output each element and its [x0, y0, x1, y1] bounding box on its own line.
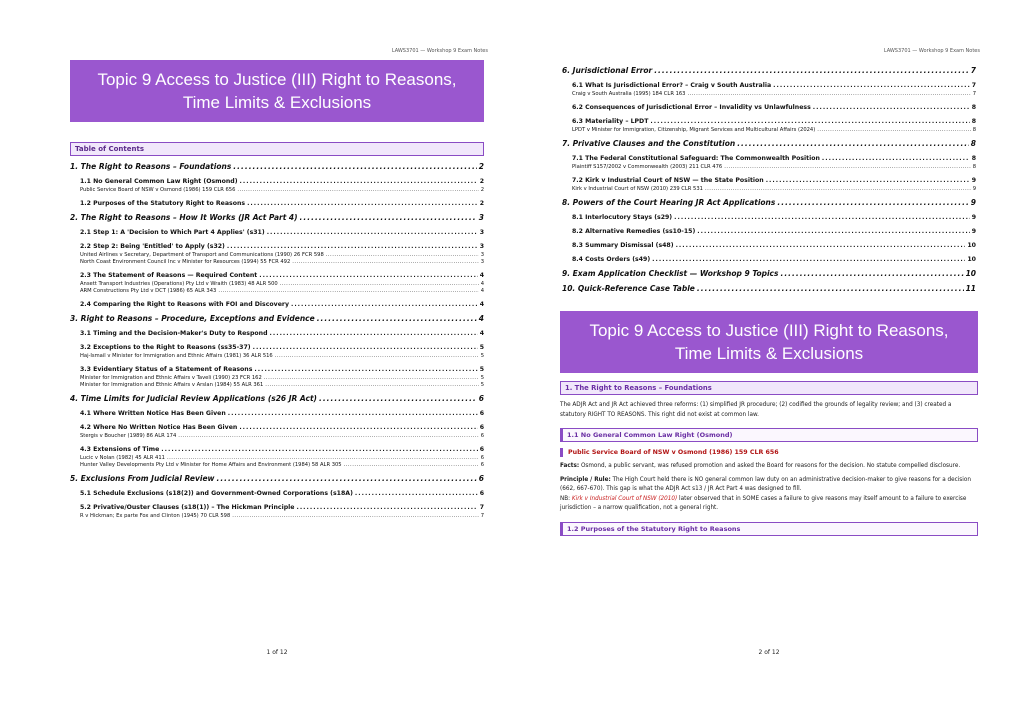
toc-entry-page: 5	[479, 366, 484, 373]
toc-leader-dots	[326, 252, 479, 258]
toc-entry[interactable]	[572, 127, 976, 133]
title-line-1: Topic 9 Access to Justice (III) Right to Reasons,	[97, 70, 457, 89]
principle-paragraph	[560, 476, 978, 514]
toc-entry-page: 4	[479, 330, 484, 337]
toc-entry-page: 10	[965, 269, 976, 278]
table-of-contents-continued	[554, 66, 984, 293]
toc-entry-title: Plaintiff S157/2002 v Commonwealth (2003) 211 CLR 476	[572, 164, 723, 170]
toc-leader-dots	[773, 82, 970, 89]
toc-entry[interactable]	[572, 186, 976, 192]
toc-entry-page: 3	[480, 259, 484, 265]
toc-entry-page: 11	[965, 284, 976, 293]
toc-entry-page: 4	[479, 301, 484, 308]
toc-entry-page: 4	[479, 272, 484, 279]
toc-leader-dots	[777, 198, 968, 207]
toc-entry-title: 4. Time Limits for Judicial Review Applications (s26 JR Act)	[70, 394, 317, 403]
toc-entry[interactable]	[562, 269, 976, 278]
toc-entry-page: 7	[480, 513, 484, 519]
toc-entry[interactable]	[80, 229, 484, 236]
toc-entry-page: 7	[971, 82, 976, 89]
toc-leader-dots	[216, 474, 476, 483]
toc-leader-dots	[813, 104, 970, 111]
toc-leader-dots	[267, 229, 478, 236]
page-number: 1 of 12	[266, 649, 288, 656]
document-page-2	[554, 46, 984, 676]
toc-entry-title: 7.2 Kirk v Industrial Court of NSW — the State Position	[572, 177, 764, 184]
toc-entry[interactable]	[70, 162, 484, 171]
toc-leader-dots	[239, 424, 477, 431]
toc-entry-page: 7	[972, 91, 976, 97]
toc-entry-title: Minister for Immigration and Ethnic Affairs v Arslan (1984) 55 ALR 361	[80, 382, 264, 388]
toc-leader-dots	[292, 259, 478, 265]
toc-entry-page: 5	[480, 382, 484, 388]
toc-entry-title: 3. Right to Reasons – Procedure, Exceptions and Evidence	[70, 314, 315, 323]
toc-leader-dots	[650, 118, 969, 125]
toc-leader-dots	[254, 366, 477, 373]
title-banner	[70, 60, 484, 122]
toc-leader-dots	[780, 269, 963, 278]
toc-entry-title: 2.4 Comparing the Right to Reasons with FOI and Discovery	[80, 301, 289, 308]
toc-leader-dots	[674, 214, 970, 221]
toc-entry-page: 3	[479, 243, 484, 250]
toc-entry-page: 3	[479, 229, 484, 236]
page-header: LAWS3701 — Workshop 9 Exam Notes	[391, 48, 488, 54]
toc-entry-page: 4	[480, 281, 484, 287]
toc-leader-dots	[259, 272, 477, 279]
toc-entry-title: 8.3 Summary Dismissal (s48)	[572, 242, 674, 249]
toc-leader-dots	[687, 91, 970, 97]
toc-leader-dots	[705, 186, 971, 192]
toc-entry[interactable]	[70, 314, 484, 323]
toc-entry[interactable]	[80, 366, 484, 373]
toc-leader-dots	[676, 242, 966, 249]
toc-entry[interactable]	[80, 330, 484, 337]
toc-entry-title: Lucic v Nolan (1982) 45 ALR 411	[80, 455, 165, 461]
toc-entry[interactable]	[80, 259, 484, 265]
toc-entry-title: 1.1 No General Common Law Right (Osmond)	[80, 178, 238, 185]
toc-leader-dots	[766, 177, 970, 184]
toc-entry-page: 6	[480, 462, 484, 468]
toc-entry-page: 6	[480, 455, 484, 461]
toc-entry-title: 2.3 The Statement of Reasons — Required Content	[80, 272, 258, 279]
toc-entry[interactable]	[70, 213, 484, 222]
toc-entry[interactable]	[572, 214, 976, 221]
toc-entry-page: 7	[479, 504, 484, 511]
toc-entry-page: 9	[971, 214, 976, 221]
toc-leader-dots	[264, 375, 479, 381]
toc-entry-page: 9	[972, 186, 976, 192]
toc-leader-dots	[178, 433, 478, 439]
toc-entry[interactable]	[80, 344, 484, 351]
toc-leader-dots	[300, 213, 477, 222]
toc-entry[interactable]	[80, 281, 484, 287]
toc-leader-dots	[247, 200, 478, 207]
nb-case: Kirk v Industrial Court of NSW (2010)	[571, 495, 678, 502]
toc-entry-title: 4.1 Where Written Notice Has Been Given	[80, 410, 226, 417]
toc-entry-page: 6	[479, 490, 484, 497]
page-number: 2 of 12	[758, 649, 780, 656]
toc-entry-title: 9. Exam Application Checklist — Workshop 9 Topics	[562, 269, 779, 278]
case-heading: Public Service Board of NSW v Osmond (1986) 159 CLR 656	[560, 448, 978, 457]
toc-leader-dots	[228, 410, 478, 417]
toc-entry[interactable]	[562, 198, 976, 207]
toc-entry[interactable]	[70, 474, 484, 483]
toc-entry-page: 4	[480, 288, 484, 294]
toc-leader-dots	[697, 228, 969, 235]
toc-entry-title: 4.3 Extensions of Time	[80, 446, 160, 453]
toc-leader-dots	[253, 344, 478, 351]
toc-leader-dots	[218, 288, 478, 294]
toc-entry[interactable]	[70, 394, 484, 403]
toc-leader-dots	[724, 164, 970, 170]
toc-entry[interactable]	[572, 228, 976, 235]
toc-entry-page: 6	[478, 394, 484, 403]
toc-entry-title: 2.1 Step 1: A 'Decision to Which Part 4 Applies' (s31)	[80, 229, 265, 236]
toc-entry[interactable]	[80, 301, 484, 308]
toc-entry-page: 2	[479, 200, 484, 207]
toc-entry[interactable]	[80, 178, 484, 185]
toc-entry-title: 8. Powers of the Court Hearing JR Act Applications	[562, 198, 776, 207]
toc-entry-page: 7	[970, 66, 976, 75]
toc-entry[interactable]	[80, 504, 484, 511]
toc-entry-page: 6	[479, 410, 484, 417]
toc-entry[interactable]	[572, 104, 976, 111]
toc-entry-page: 6	[480, 433, 484, 439]
toc-leader-dots	[227, 243, 478, 250]
toc-leader-dots	[167, 455, 479, 461]
toc-entry-page: 5	[480, 375, 484, 381]
section-heading: 1. The Right to Reasons – Foundations	[560, 381, 978, 395]
toc-entry-page: 8	[970, 139, 976, 148]
toc-leader-dots	[317, 314, 477, 323]
facts-paragraph	[560, 462, 978, 472]
toc-entry[interactable]	[80, 382, 484, 388]
toc-entry-page: 8	[971, 118, 976, 125]
toc-entry-title: 5. Exclusions From Judicial Review	[70, 474, 215, 483]
toc-entry[interactable]	[572, 155, 976, 162]
toc-leader-dots	[697, 284, 964, 293]
toc-leader-dots	[280, 281, 479, 287]
nb-label: NB:	[560, 495, 572, 502]
toc-heading: Table of Contents	[70, 142, 484, 156]
toc-entry-title: 1.2 Purposes of the Statutory Right to Reasons	[80, 200, 246, 207]
toc-entry-page: 2	[480, 187, 484, 193]
toc-leader-dots	[319, 394, 477, 403]
toc-entry-title: 1. The Right to Reasons – Foundations	[70, 162, 232, 171]
toc-entry-title: 10. Quick-Reference Case Table	[562, 284, 695, 293]
toc-entry[interactable]	[80, 446, 484, 453]
toc-entry-title: 2. The Right to Reasons – How It Works (JR Act Part 4)	[70, 213, 298, 222]
subsection-heading: 1.1 No General Common Law Right (Osmond)	[560, 428, 978, 442]
toc-entry-page: 8	[971, 155, 976, 162]
toc-leader-dots	[240, 178, 478, 185]
toc-entry[interactable]	[80, 272, 484, 279]
title-banner	[560, 311, 978, 373]
toc-entry[interactable]	[80, 513, 484, 519]
toc-entry-title: 6.2 Consequences of Jurisdictional Error – Invalidity vs Unlawfulness	[572, 104, 811, 111]
toc-entry-title: 3.2 Exceptions to the Right to Reasons (ss35-37)	[80, 344, 251, 351]
toc-entry-page: 8	[972, 127, 976, 133]
section-intro: The ADJR Act and JR Act achieved three reforms: (1) simplified JR procedure; (2) codified the grounds of legality review; and (3) created a statutory RIGHT TO REASONS. This right did not exist at common law.	[560, 402, 952, 418]
toc-entry[interactable]	[80, 455, 484, 461]
toc-entry-title: Ansett Transport Industries (Operations) Pty Ltd v Wraith (1983) 48 ALR 500	[80, 281, 278, 287]
toc-entry[interactable]	[80, 353, 484, 359]
toc-entry-title: Craig v South Australia (1995) 184 CLR 163	[572, 91, 686, 97]
facts-text: Osmond, a public servant, was refused promotion and asked the Board for reasons for the decision. No statute compelled disclosure.	[579, 463, 961, 469]
toc-entry-page: 2	[478, 162, 484, 171]
toc-entry-title: Kirk v Industrial Court of NSW (2010) 239 CLR 531	[572, 186, 703, 192]
toc-entry[interactable]	[562, 139, 976, 148]
toc-entry-page: 6	[479, 446, 484, 453]
toc-entry[interactable]	[572, 177, 976, 184]
toc-leader-dots	[822, 155, 970, 162]
toc-leader-dots	[296, 504, 477, 511]
toc-entry-page: 8	[972, 164, 976, 170]
toc-entry-title: 7.1 The Federal Constitutional Safeguard: The Commonwealth Position	[572, 155, 820, 162]
toc-entry-page: 8	[971, 104, 976, 111]
toc-entry-page: 5	[480, 353, 484, 359]
toc-entry-title: United Airlines v Secretary, Department of Transport and Communications (1990) 26 FCR 598	[80, 252, 324, 258]
toc-entry[interactable]	[80, 433, 484, 439]
document-page-1	[62, 46, 492, 676]
toc-entry[interactable]	[562, 284, 976, 293]
toc-entry[interactable]	[572, 118, 976, 125]
toc-leader-dots	[344, 462, 479, 468]
toc-leader-dots	[232, 513, 478, 519]
toc-entry[interactable]	[80, 490, 484, 497]
toc-entry-title: 8.2 Alternative Remedies (ss10-15)	[572, 228, 696, 235]
toc-entry-title: Public Service Board of NSW v Osmond (1986) 159 CLR 656	[80, 187, 236, 193]
title-line-2: Time Limits & Exclusions	[182, 93, 372, 112]
toc-entry-title: Haj-Ismail v Minister for Immigration and Ethnic Affairs (1981) 36 ALR 516	[80, 353, 273, 359]
toc-entry-title: 5.1 Schedule Exclusions (s18(2)) and Government-Owned Corporations (s18A)	[80, 490, 353, 497]
toc-entry-title: 6.1 What Is Jurisdictional Error? – Craig v South Australia	[572, 82, 772, 89]
toc-entry-page: 6	[478, 474, 484, 483]
toc-leader-dots	[275, 353, 479, 359]
subsection-heading: 1.2 Purposes of the Statutory Right to Reasons	[560, 522, 978, 536]
toc-entry-page: 3	[480, 252, 484, 258]
toc-entry[interactable]	[572, 91, 976, 97]
toc-entry[interactable]	[80, 243, 484, 250]
toc-leader-dots	[291, 301, 478, 308]
toc-entry[interactable]	[80, 410, 484, 417]
toc-entry[interactable]	[80, 187, 484, 193]
toc-entry-page: 10	[967, 242, 976, 249]
toc-entry[interactable]	[80, 288, 484, 294]
toc-entry-page: 9	[971, 177, 976, 184]
toc-leader-dots	[817, 127, 970, 133]
toc-leader-dots	[355, 490, 478, 497]
toc-leader-dots	[652, 256, 965, 263]
title-line-1: Topic 9 Access to Justice (III) Right to Reasons,	[589, 321, 949, 340]
toc-entry[interactable]	[572, 164, 976, 170]
toc-entry-title: 6.3 Materiality – LPDT	[572, 118, 649, 125]
toc-entry-title: North Coast Environment Council Inc v Minister for Resources (1994) 55 FCR 492	[80, 259, 291, 265]
toc-entry[interactable]	[562, 66, 976, 75]
page-header: LAWS3701 — Workshop 9 Exam Notes	[883, 48, 980, 54]
toc-entry-title: 3.1 Timing and the Decision-Maker's Duty to Respond	[80, 330, 268, 337]
toc-entry-title: LPDT v Minister for Immigration, Citizenship, Migrant Services and Multicultural Affairs (2024)	[572, 127, 816, 133]
toc-entry[interactable]	[80, 424, 484, 431]
nb-text: later observed that in SOME cases a failure to give reasons may itself amount to a failure to exercise jurisdiction – a narrow qualification, not a general right.	[560, 495, 967, 511]
toc-entry-page: 4	[478, 314, 484, 323]
title-line-2: Time Limits & Exclusions	[674, 344, 864, 363]
toc-entry[interactable]	[572, 256, 976, 263]
toc-leader-dots	[237, 187, 478, 193]
toc-entry[interactable]	[80, 375, 484, 381]
toc-entry-page: 5	[479, 344, 484, 351]
toc-entry[interactable]	[572, 242, 976, 249]
toc-entry[interactable]	[572, 82, 976, 89]
toc-entry-title: R v Hickman; Ex parte Fox and Clinton (1945) 70 CLR 598	[80, 513, 231, 519]
toc-entry-page: 2	[479, 178, 484, 185]
toc-entry-title: 2.2 Step 2: Being 'Entitled' to Apply (s32)	[80, 243, 225, 250]
toc-entry[interactable]	[80, 462, 484, 468]
toc-entry-page: 9	[970, 198, 976, 207]
toc-leader-dots	[654, 66, 969, 75]
toc-entry-title: 4.2 Where No Written Notice Has Been Given	[80, 424, 238, 431]
toc-leader-dots	[161, 446, 477, 453]
principle-label: Principle / Rule:	[560, 476, 611, 483]
toc-entry-title: 6. Jurisdictional Error	[562, 66, 653, 75]
toc-entry[interactable]	[80, 200, 484, 207]
toc-leader-dots	[265, 382, 478, 388]
toc-leader-dots	[270, 330, 478, 337]
toc-entry-title: Minister for Immigration and Ethnic Affairs v Taveli (1990) 23 FCR 162	[80, 375, 262, 381]
facts-label: Facts:	[560, 463, 580, 469]
toc-entry-title: 5.2 Privative/Ouster Clauses (s18(1)) – The Hickman Principle	[80, 504, 295, 511]
toc-entry-page: 9	[971, 228, 976, 235]
toc-entry-title: 7. Privative Clauses and the Constitution	[562, 139, 736, 148]
toc-entry-title: 8.4 Costs Orders (s49)	[572, 256, 651, 263]
toc-entry[interactable]	[80, 252, 484, 258]
toc-entry-title: 8.1 Interlocutory Stays (s29)	[572, 214, 673, 221]
toc-leader-dots	[233, 162, 476, 171]
toc-entry-title: Hunter Valley Developments Pty Ltd v Minister for Home Affairs and Environment (1984) 58 ALR 305	[80, 462, 342, 468]
toc-entry-title: Stergis v Boucher (1989) 86 ALR 174	[80, 433, 177, 439]
toc-entry-title: 3.3 Evidentiary Status of a Statement of Reasons	[80, 366, 253, 373]
table-of-contents	[62, 162, 492, 519]
toc-entry-page: 10	[967, 256, 976, 263]
toc-leader-dots	[737, 139, 969, 148]
principle-text: The High Court held there is NO general common law duty on an administrative decision-maker to give reasons for a decision (662, 667-670). This gap is what the ADJR Act s13 / JR Act Part 4 was designed to fill.	[560, 476, 971, 492]
toc-entry-page: 6	[479, 424, 484, 431]
toc-entry-title: ARM Constructions Pty Ltd v DCT (1986) 65 ALR 343	[80, 288, 217, 294]
toc-entry-page: 3	[478, 213, 484, 222]
